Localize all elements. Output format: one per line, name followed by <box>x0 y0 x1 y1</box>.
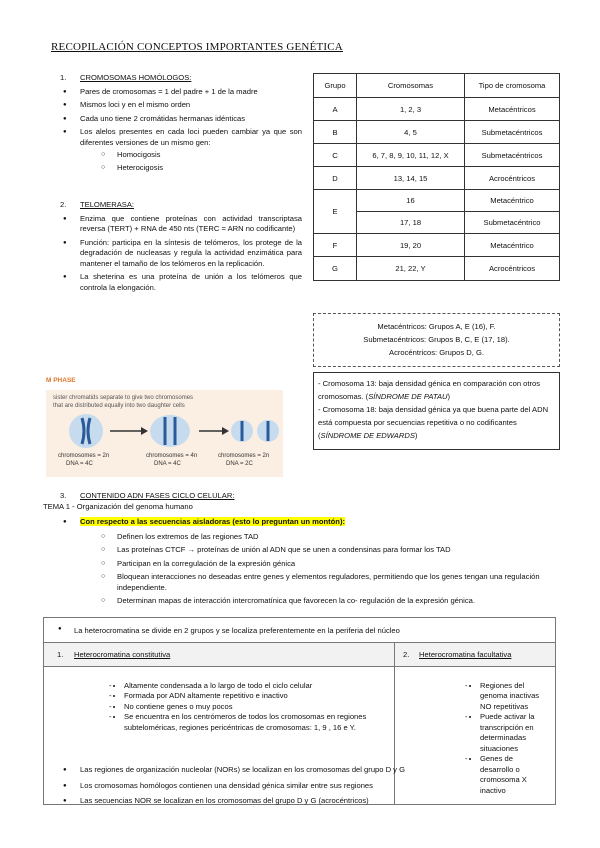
arrow-head <box>222 427 229 435</box>
list-item: ● Los cromosomas homólogos contienen una densidad génica similar entre sus regiones <box>80 781 560 792</box>
page-title: RECOPILACIÓN CONCEPTOS IMPORTANTES GENÉTICA <box>51 41 343 53</box>
section-contenido <box>60 491 560 502</box>
sub-list-item: ○ Definen los extremos de las regiones TAD <box>117 532 548 543</box>
sub-list-item: ○ Las proteínas CTCF → proteínas de unión al ADN que se unen a condensinas para formar los TAD <box>117 545 548 556</box>
group-cell: F <box>314 234 357 257</box>
syndrome-text: - Cromosoma 18: baja densidad génica ya que buena parte del ADN está compuesta por secuencias repetitiva o no codificantes ( <box>318 405 549 440</box>
section-heading: TELOMERASA: <box>80 200 135 209</box>
list-item: - • Regiones del genoma inactivas NO repetitivas <box>480 681 547 713</box>
type-cell: Submetacéntricos <box>465 144 560 167</box>
list-item: ● Enzima que contiene proteínas con actividad transcriptasa reversa (TERT) + RNA de 450 nts (TERC = ARN no codificante) <box>80 214 302 235</box>
syndrome-name: SÍNDROME DE PATAU <box>368 392 448 401</box>
chromosomes-cell: 17, 18 <box>357 212 465 234</box>
sub-list-item: ○ Determinan mapas de interacción intercromatínica que favorecen la co- regulación de la expresión génica. <box>117 596 548 607</box>
tema-heading: TEMA 1 - Organización del genoma humano <box>43 502 193 511</box>
chromosome-count: chromosomes = 4n <box>146 453 198 459</box>
chromosome-count: chromosomes = 2n <box>58 453 110 459</box>
section-homologos <box>60 73 302 173</box>
syndrome-note <box>318 377 555 403</box>
list-item: ● Cada uno tiene 2 cromátidas hermanas idénticas <box>80 114 302 125</box>
table-row <box>44 643 556 667</box>
dna-content: DNA = 2C <box>226 461 253 467</box>
syndrome-text: - Cromosoma 13: baja densidad génica en comparación con otros cromosomas. ( <box>318 379 541 401</box>
group-cell: E <box>314 190 357 234</box>
list-item: ● Pares de cromosomas = 1 del padre + 1 de la madre <box>80 87 302 98</box>
group-cell: G <box>314 257 357 281</box>
list-item: ● La sheterina es una proteína de unión a los telómeros que controla la elongación. <box>80 272 302 293</box>
chromosomes-cell: 16 <box>357 190 465 212</box>
group-cell: C <box>314 144 357 167</box>
phase-label <box>218 452 269 468</box>
dna-content: DNA = 4C <box>66 461 93 467</box>
table-row <box>314 190 560 212</box>
sub-list-item: ○ Heterocigosis <box>117 163 302 174</box>
list-item: ● Función: participa en la síntesis de telómeros, los protege de la degradación de nucleasas y regula la actividad enzimática para mantener el tamaño de los telómeros en la replicación. <box>80 238 302 270</box>
cell-anaphase <box>150 415 190 447</box>
aisladoras-block <box>80 517 560 607</box>
group-cell: A <box>314 98 357 121</box>
syndrome-text: ) <box>447 392 451 401</box>
section-number: 1. <box>60 73 67 82</box>
type-cell: Metacéntricos <box>465 98 560 121</box>
phase-label <box>58 452 109 468</box>
m-phase-caption: sister chromatids separate to give two chromosomes that are distributed equally into two daughter cells <box>53 395 194 409</box>
list-item: - • Formada por ADN altamente repetitivo e inactivo <box>124 691 386 702</box>
syndrome-text: ) <box>414 431 418 440</box>
type-cell: Metacéntrico <box>465 190 560 212</box>
m-phase-tag: M PHASE <box>46 377 76 384</box>
table-header-row <box>314 74 560 98</box>
column-header: Tipo de cromosoma <box>465 74 560 98</box>
sub-list-item: ○ Homocigosis <box>117 150 302 161</box>
summary-box <box>313 313 560 367</box>
list-item: - • Puede activar la transcripción en determinadas situaciones <box>480 712 547 754</box>
type-cell: Submetacéntrico <box>465 212 560 234</box>
list-item: - • Altamente condensada a lo largo de todo el ciclo celular <box>124 681 386 692</box>
bullet-icon: ● <box>58 625 62 632</box>
intro-cell <box>44 618 556 643</box>
table-row <box>314 98 560 121</box>
phase-label <box>146 452 197 468</box>
section-heading: CONTENIDO ADN FASES CICLO CELULAR: <box>80 491 235 500</box>
section-telomerasa <box>60 200 302 293</box>
chromosome-count: chromosomes = 2n <box>218 453 270 459</box>
list-item: - • Se encuentra en los centrómeros de todos los cromosomas en regiones subteloméricas, regiones pericéntricas de cromosomas: 1, 9 , 16 e Y. <box>124 712 386 733</box>
dna-content: DNA = 4C <box>154 461 181 467</box>
list-item: - • No contiene genes o muy pocos <box>124 702 386 713</box>
section-number: 2. <box>60 200 67 209</box>
table-row <box>314 121 560 144</box>
final-notes <box>80 765 560 807</box>
list-item: ● Los alelos presentes en cada loci pueden cambiar ya que son diferentes versiones de un mismo gen: <box>80 127 302 148</box>
column-header <box>395 643 556 667</box>
sub-list-item: ○ Bloquean interacciones no deseadas entre genes y elementos reguladores, permitiendo que los genes tengan una regulación independiente. <box>117 572 548 593</box>
summary-line: Metacéntricos: Grupos A, E (16), F. <box>377 322 496 331</box>
column-header: Cromosomas <box>357 74 465 98</box>
chromosomes-cell: 21, 22, Y <box>357 257 465 281</box>
cell-before <box>69 414 103 448</box>
chromosomes-cell: 6, 7, 8, 9, 10, 11, 12, X <box>357 144 465 167</box>
intro-text: La heterocromatina se divide en 2 grupos y se localiza preferentemente en la periferia del núcleo <box>74 625 400 635</box>
type-cell: Acrocéntricos <box>465 167 560 190</box>
table-row <box>314 167 560 190</box>
type-cell: Submetacéntricos <box>465 121 560 144</box>
column-number: 1. <box>57 650 64 659</box>
list-item: ● Mismos loci y en el mismo orden <box>80 100 302 111</box>
highlight-note: Con respecto a las secuencias aisladoras (esto lo preguntan un montón): <box>80 517 345 526</box>
table-row <box>314 144 560 167</box>
sub-list-item: ○ Participan en la corregulación de la expresión génica <box>117 559 548 570</box>
section-number: 3. <box>60 491 67 500</box>
chromosomes-cell: 13, 14, 15 <box>357 167 465 190</box>
m-phase-figure <box>46 390 283 477</box>
group-cell: D <box>314 167 357 190</box>
list-item: ● Las secuencias NOR se localizan en los cromosomas del grupo D y G (acrocéntricos) <box>80 796 560 807</box>
list-item: ● Las regiones de organización nucleolar (NORs) se localizan en los cromosomas del grupo D y G <box>80 765 560 776</box>
arrow-head <box>141 427 148 435</box>
table-row <box>314 257 560 281</box>
section-heading: CROMOSOMAS HOMÓLOGOS: <box>80 73 192 82</box>
summary-line: Acrocéntricos: Grupos D, G. <box>389 348 484 357</box>
type-cell: Acrocéntricos <box>465 257 560 281</box>
summary-line: Submetacéntricos: Grupos B, C, E (17, 18). <box>363 335 510 344</box>
type-cell: Metacéntrico <box>465 234 560 257</box>
column-title: Heterocromatina constitutiva <box>74 650 171 659</box>
chromosome-group-table <box>313 73 560 281</box>
syndrome-box <box>313 372 560 450</box>
list-item: - • Genes de desarrollo o cromosoma X inactivo <box>480 754 547 796</box>
column-header <box>44 643 395 667</box>
table-row <box>44 618 556 643</box>
column-header: Grupo <box>314 74 357 98</box>
syndrome-name: SÍNDROME DE EDWARDS <box>320 431 415 440</box>
chromosomes-cell: 4, 5 <box>357 121 465 144</box>
group-cell: B <box>314 121 357 144</box>
table-row <box>314 234 560 257</box>
chromosomes-cell: 1, 2, 3 <box>357 98 465 121</box>
column-title: Heterocromatina facultativa <box>419 650 512 659</box>
syndrome-note <box>318 403 555 442</box>
column-number: 2. <box>403 650 410 659</box>
chromosomes-cell: 19, 20 <box>357 234 465 257</box>
